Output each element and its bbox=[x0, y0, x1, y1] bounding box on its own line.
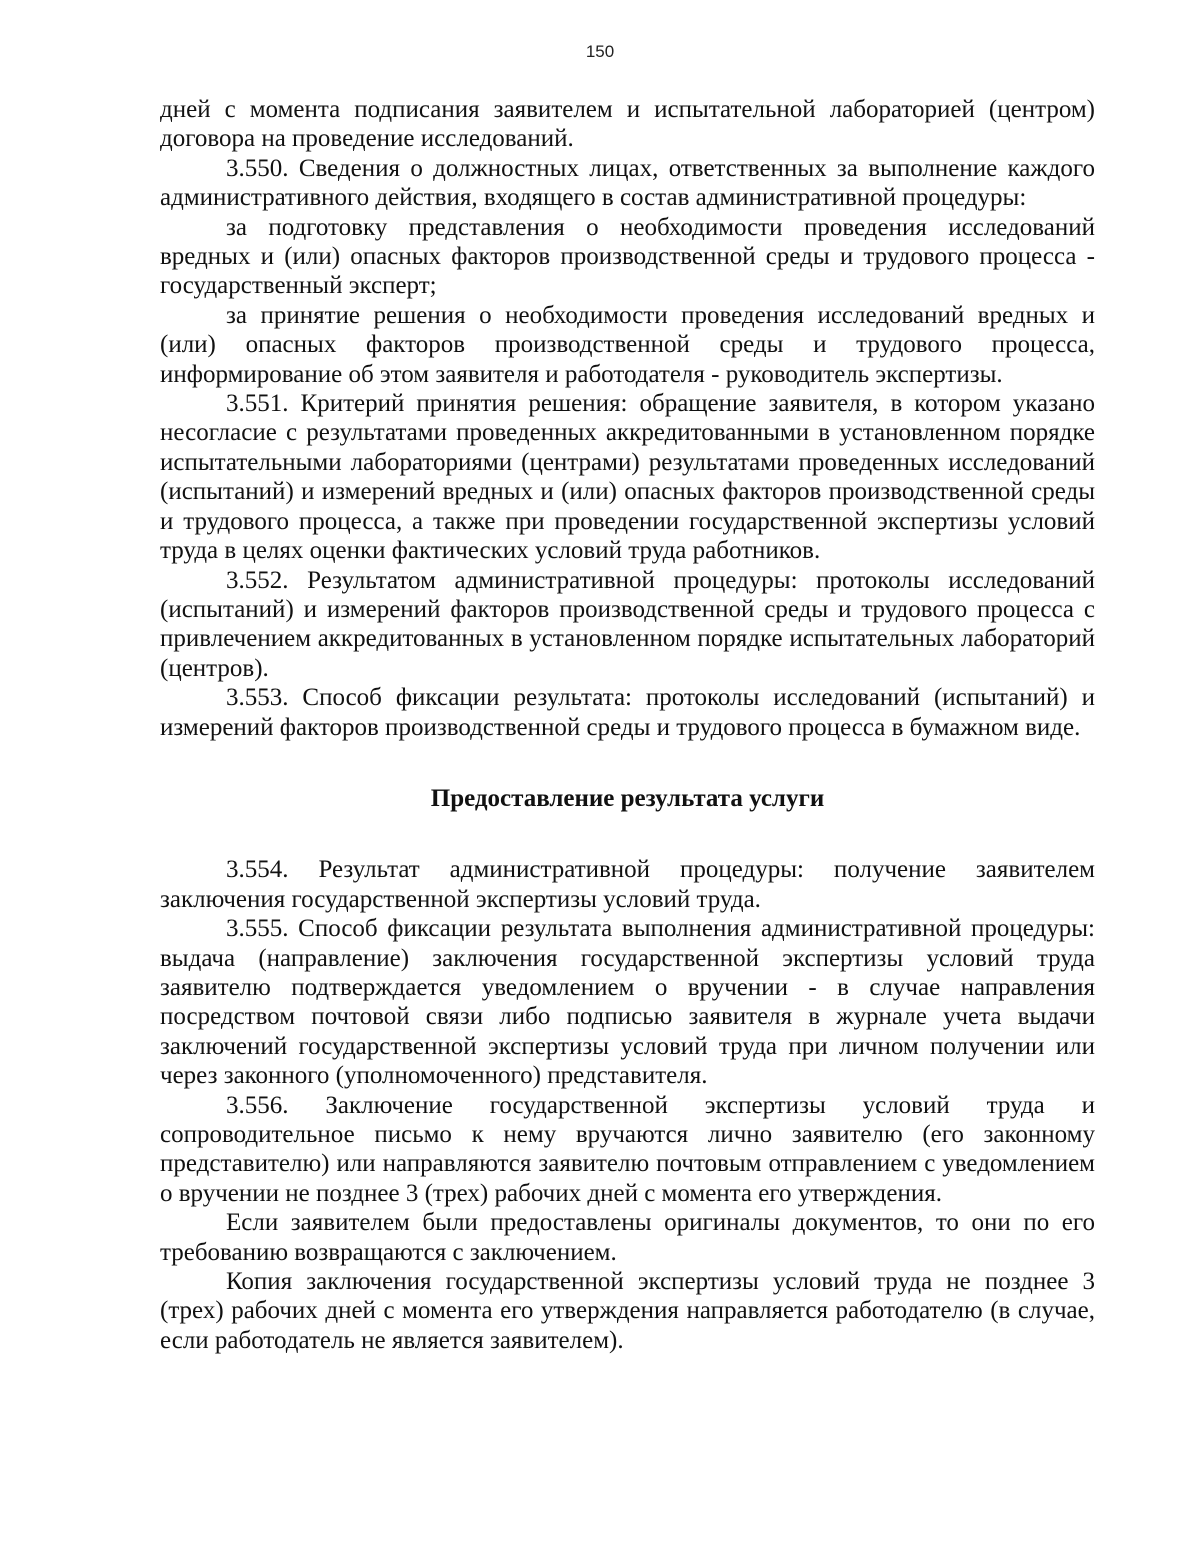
paragraph-3-551: 3.551. Критерий принятия решения: обращение заявителя, в котором указано несогласие с результатами проведенных аккредитованными в установленном порядке испытательными лабораториями (центрами) результатами проведенных исследований (испытаний) и измерений вредных и (или) опасных факторов производственной среды и трудового процесса, а также при проведении государственной экспертизы условий труда в целях оценки фактических условий труда работников. bbox=[160, 390, 1095, 565]
paragraph-3-550: 3.550. Сведения о должностных лицах, ответственных за выполнение каждого административного действия, входящего в состав административной процедуры: bbox=[160, 154, 1095, 212]
section-heading: Предоставление результата услуги bbox=[430, 784, 825, 812]
paragraph-3-553: 3.553. Способ фиксации результата: протоколы исследований (испытаний) и измерений факторов производственной среды и трудового процесса в бумажном виде. bbox=[160, 684, 1095, 741]
paragraph-originals: Если заявителем были предоставлены оригиналы документов, то они по его требованию возвращаются с заключением. bbox=[160, 1209, 1095, 1266]
paragraph-3-552: 3.552. Результатом административной процедуры: протоколы исследований (испытаний) и измерений факторов производственной среды и трудового процесса с привлечением аккредитованных в установленном порядке испытательных лабораторий (центров). bbox=[160, 566, 1095, 682]
paragraph-decision: за принятие решения о необходимости проведения исследований вредных и (или) опасных факторов производственной среды и трудового процесса, информирование об этом заявителя и работодателя - руководитель экспертизы. bbox=[160, 301, 1095, 388]
paragraph-3-555: 3.555. Способ фиксации результата выполнения административной процедуры: выдача (направление) заключения государственной экспертизы условий труда заявителю подтверждается уведомлением о вручении - в случае направления посредством почтовой связи либо подписью заявителя в журнале учета выдачи заключений государственной экспертизы условий труда при личном получении или через законного (уполномоченного) представителя. bbox=[160, 915, 1095, 1090]
paragraph-preparation: за подготовку представления о необходимости проведения исследований вредных и (или) опасных факторов производственной среды и трудового процесса - государственный эксперт; bbox=[160, 213, 1095, 300]
paragraph-copy: Копия заключения государственной экспертизы условий труда не позднее 3 (трех) рабочих дней с момента его утверждения направляется работодателю (в случае, если работодатель не является заявителем). bbox=[160, 1268, 1095, 1354]
document-body bbox=[160, 95, 1095, 1355]
paragraph-3-554: 3.554. Результат административной процедуры: получение заявителем заключения государственной экспертизы условий труда. bbox=[160, 856, 1095, 913]
page-number: 150 bbox=[585, 42, 615, 61]
paragraph-continuation: дней с момента подписания заявителем и испытательной лабораторией (центром) договора на проведение исследований. bbox=[160, 96, 1095, 153]
paragraph-3-556: 3.556. Заключение государственной экспертизы условий труда и сопроводительное письмо к нему вручаются лично заявителю (его законному представителю) или направляются заявителю почтовым отправлением с уведомлением о вручении не позднее 3 (трех) рабочих дней с момента его утверждения. bbox=[160, 1091, 1095, 1207]
